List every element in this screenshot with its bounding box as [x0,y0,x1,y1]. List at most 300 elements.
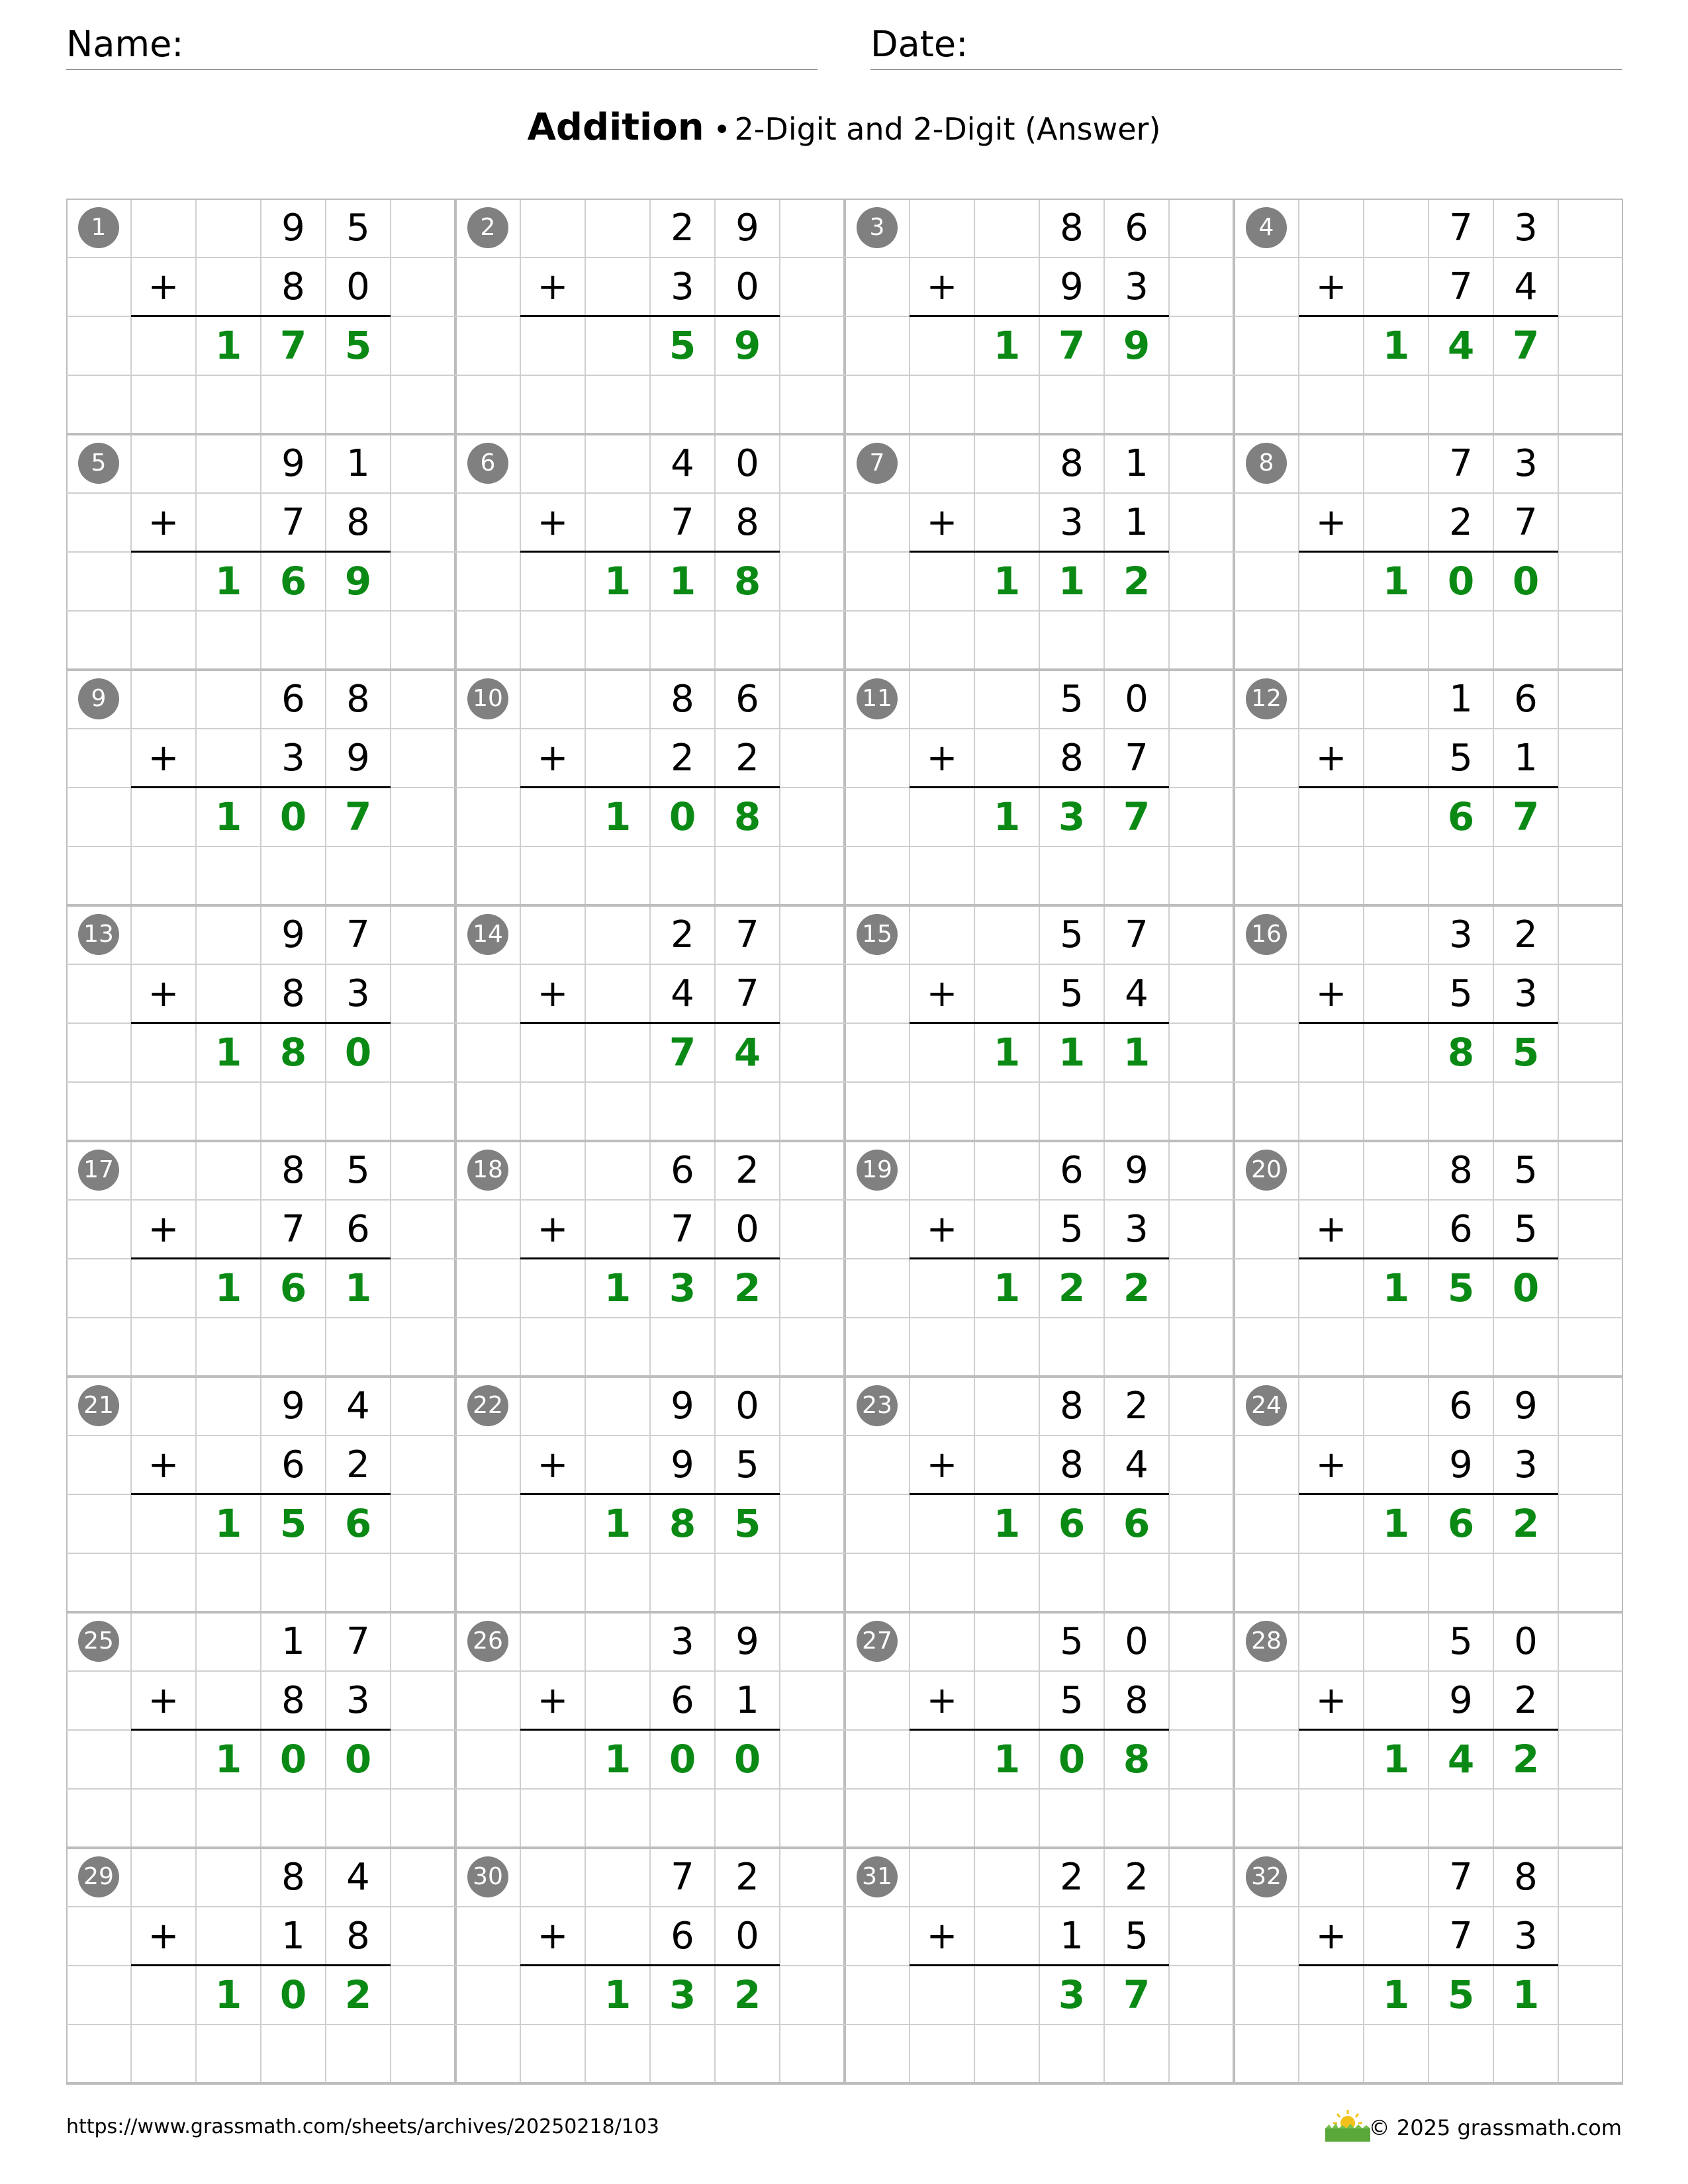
plus-sign: + [537,265,569,308]
addend-digit: 5 [1060,913,1084,956]
answer-digit: 3 [1058,794,1086,839]
addend-digit: 4 [1125,1443,1149,1486]
addend-digit: 9 [671,1385,694,1428]
problem-number-badge: 11 [857,678,898,719]
answer-digit: 2 [733,1265,761,1310]
addend-digit: 4 [1125,972,1149,1015]
addend-digit: 6 [1060,1149,1084,1192]
addend-digit: 2 [1514,1679,1538,1722]
answer-digit: 9 [733,323,761,368]
answer-digit: 7 [1512,794,1540,839]
plus-sign: + [926,1443,958,1486]
plus-sign: + [1315,1208,1347,1251]
problem-number-badge: 7 [857,443,898,484]
addend-digit: 0 [346,265,370,308]
problem-number-badge: 4 [1246,207,1287,248]
plus-sign: + [537,1208,569,1251]
answer-digit: 0 [344,1737,372,1782]
answer-digit: 7 [1058,323,1086,368]
addend-digit: 0 [735,1385,759,1428]
addend-digit: 8 [1060,442,1084,485]
answer-digit: 0 [1447,559,1475,604]
answer-digit: 1 [214,1030,242,1075]
addend-digit: 9 [1060,265,1084,308]
addend-digit: 9 [281,1385,305,1428]
problem-number-badge: 5 [78,443,119,484]
addend-digit: 6 [671,1915,694,1958]
answer-digit: 1 [604,1972,632,2017]
addend-digit: 4 [671,972,694,1015]
plus-sign: + [1315,972,1347,1015]
addend-digit: 0 [735,1208,759,1251]
sum-rule [910,786,1169,788]
addend-digit: 7 [671,1208,694,1251]
sum-rule [910,1964,1169,1966]
addend-digit: 5 [1060,1620,1084,1663]
addend-digit: 7 [735,972,759,1015]
addend-digit: 8 [346,678,370,721]
addend-digit: 6 [1514,678,1538,721]
name-field[interactable] [66,20,818,70]
answer-digit: 5 [344,323,372,368]
sum-rule [910,1729,1169,1731]
plus-sign: + [926,1208,958,1251]
addend-digit: 3 [1449,913,1473,956]
answer-digit: 1 [993,1737,1021,1782]
answer-digit: 1 [993,1030,1021,1075]
answer-digit: 5 [1447,1265,1475,1310]
addend-digit: 0 [1514,1620,1538,1663]
sum-rule [1299,1022,1558,1024]
title-subtitle: 2-Digit and 2-Digit (Answer) [734,111,1161,147]
addend-digit: 1 [1125,442,1149,485]
answer-digit: 1 [214,1737,242,1782]
addend-digit: 2 [671,913,694,956]
answer-digit: 6 [1447,1501,1475,1546]
answer-digit: 6 [279,559,307,604]
addend-digit: 5 [1060,1208,1084,1251]
addend-digit: 7 [281,1208,305,1251]
answer-digit: 1 [604,1265,632,1310]
answer-digit: 1 [993,1265,1021,1310]
problem-number-badge: 9 [78,678,119,719]
problem-number-badge: 23 [857,1385,898,1426]
addend-digit: 8 [1060,737,1084,780]
sum-rule [910,315,1169,317]
addend-digit: 5 [1449,1620,1473,1663]
addend-digit: 6 [671,1149,694,1192]
worksheet-title [0,106,1688,149]
sum-rule [910,551,1169,553]
addend-digit: 5 [346,206,370,250]
plus-sign: + [1315,1915,1347,1958]
answer-digit: 1 [993,794,1021,839]
problem-number-badge: 21 [78,1385,119,1426]
answer-digit: 8 [1447,1030,1475,1075]
addend-digit: 4 [671,442,694,485]
addend-digit: 7 [1449,1915,1473,1958]
addend-digit: 9 [281,206,305,250]
addend-digit: 7 [1449,265,1473,308]
answer-digit: 8 [1123,1737,1150,1782]
grass-sun-logo-icon [1323,2109,1373,2143]
answer-digit: 5 [1512,1030,1540,1075]
answer-digit: 1 [1382,1972,1410,2017]
addend-digit: 4 [1514,265,1538,308]
answer-digit: 1 [604,1737,632,1782]
addend-digit: 3 [1514,1443,1538,1486]
problem-number-badge: 27 [857,1621,898,1662]
answer-digit: 7 [1123,1972,1150,2017]
sum-rule [131,1964,391,1966]
answer-digit: 1 [1382,559,1410,604]
problem-number-badge: 31 [857,1856,898,1897]
addend-digit: 8 [1125,1679,1149,1722]
addend-digit: 2 [671,737,694,780]
plus-sign: + [1315,737,1347,780]
sum-rule [1299,1729,1558,1731]
answer-digit: 1 [214,794,242,839]
answer-digit: 1 [1382,1501,1410,1546]
name-label: Name: [66,23,184,65]
addend-digit: 6 [281,1443,305,1486]
addend-digit: 9 [735,1620,759,1663]
answer-digit: 6 [1123,1501,1150,1546]
addend-digit: 7 [671,501,694,544]
answer-digit: 5 [733,1501,761,1546]
answer-digit: 5 [669,323,696,368]
plus-sign: + [537,1915,569,1958]
answer-digit: 2 [1512,1501,1540,1546]
addend-digit: 3 [1060,501,1084,544]
answer-digit: 0 [279,1972,307,2017]
addend-digit: 7 [281,501,305,544]
addend-digit: 2 [1514,913,1538,956]
problem-number-badge: 6 [467,443,508,484]
addend-digit: 2 [1060,1856,1084,1899]
footer-url: https://www.grassmath.com/sheets/archives/20250218/103 [66,2115,660,2138]
plus-sign: + [148,501,179,544]
plus-sign: + [1315,265,1347,308]
answer-digit: 0 [1058,1737,1086,1782]
answer-digit: 2 [1058,1265,1086,1310]
sum-rule [131,315,391,317]
addend-digit: 8 [735,501,759,544]
addend-digit: 1 [281,1915,305,1958]
problem-number-badge: 15 [857,914,898,955]
addend-digit: 6 [735,678,759,721]
sum-rule [1299,1964,1558,1966]
addend-digit: 4 [346,1856,370,1899]
addend-digit: 7 [671,1856,694,1899]
sum-rule [1299,786,1558,788]
plus-sign: + [148,972,179,1015]
plus-sign: + [1315,1679,1347,1722]
addend-digit: 7 [735,913,759,956]
sum-rule [131,1729,391,1731]
plus-sign: + [1315,1443,1347,1486]
answer-digit: 0 [1512,1265,1540,1310]
answer-digit: 2 [1123,1265,1150,1310]
addend-digit: 2 [671,206,694,250]
sum-rule [131,1493,391,1495]
answer-digit: 1 [1382,323,1410,368]
plus-sign: + [537,737,569,780]
addend-digit: 3 [1514,206,1538,250]
sum-rule [131,551,391,553]
answer-digit: 7 [279,323,307,368]
addend-digit: 6 [1449,1385,1473,1428]
addend-digit: 3 [671,1620,694,1663]
addend-digit: 5 [735,1443,759,1486]
answer-digit: 2 [733,1972,761,2017]
answer-digit: 7 [344,794,372,839]
addend-digit: 1 [346,442,370,485]
answer-digit: 1 [1512,1972,1540,2017]
problem-number-badge: 25 [78,1621,119,1662]
addend-digit: 0 [1125,1620,1149,1663]
sum-rule [1299,1257,1558,1259]
plus-sign: + [148,737,179,780]
problem-number-badge: 16 [1246,914,1287,955]
answer-digit: 0 [279,794,307,839]
answer-digit: 0 [279,1737,307,1782]
problem-number-badge: 24 [1246,1385,1287,1426]
answer-digit: 0 [669,1737,696,1782]
addend-digit: 7 [1449,442,1473,485]
addend-digit: 1 [1125,501,1149,544]
sum-rule [1299,551,1558,553]
addend-digit: 7 [346,913,370,956]
sum-rule [520,1257,780,1259]
addend-digit: 7 [1125,737,1149,780]
answer-digit: 3 [669,1265,696,1310]
answer-digit: 7 [1123,794,1150,839]
problem-number-badge: 26 [467,1621,508,1662]
plus-sign: + [926,1679,958,1722]
addend-digit: 7 [346,1620,370,1663]
addend-digit: 0 [735,265,759,308]
problem-grid [66,199,1623,2089]
sum-rule [910,1493,1169,1495]
addend-digit: 6 [671,1679,694,1722]
addend-digit: 5 [1449,972,1473,1015]
answer-digit: 7 [669,1030,696,1075]
addend-digit: 0 [1125,678,1149,721]
addend-digit: 1 [281,1620,305,1663]
answer-digit: 1 [993,323,1021,368]
problem-number-badge: 8 [1246,443,1287,484]
addend-digit: 5 [1060,1679,1084,1722]
sum-rule [1299,315,1558,317]
addend-digit: 9 [281,442,305,485]
title-separator: • [713,113,731,147]
addend-digit: 7 [1125,913,1149,956]
addend-digit: 9 [735,206,759,250]
problem-number-badge: 32 [1246,1856,1287,1897]
answer-digit: 1 [214,1972,242,2017]
answer-digit: 2 [344,1972,372,2017]
answer-digit: 5 [1447,1972,1475,2017]
addend-digit: 6 [1449,1208,1473,1251]
answer-digit: 0 [669,794,696,839]
addend-digit: 3 [1514,1915,1538,1958]
problem-number-badge: 30 [467,1856,508,1897]
answer-digit: 1 [669,559,696,604]
addend-digit: 2 [1125,1856,1149,1899]
addend-digit: 9 [1514,1385,1538,1428]
addend-digit: 8 [1060,1385,1084,1428]
addend-digit: 6 [1125,206,1149,250]
addend-digit: 6 [346,1208,370,1251]
plus-sign: + [148,1443,179,1486]
sum-rule [131,1022,391,1024]
addend-digit: 8 [346,1915,370,1958]
addend-digit: 9 [1125,1149,1149,1192]
addend-digit: 8 [281,1149,305,1192]
answer-digit: 1 [214,1501,242,1546]
addend-digit: 0 [735,1915,759,1958]
addend-digit: 8 [1060,206,1084,250]
addend-digit: 5 [1125,1915,1149,1958]
plus-sign: + [148,1208,179,1251]
answer-digit: 8 [733,794,761,839]
addend-digit: 8 [281,1856,305,1899]
addend-digit: 9 [1449,1443,1473,1486]
answer-digit: 1 [344,1265,372,1310]
problem-number-badge: 12 [1246,678,1287,719]
sum-rule [520,1964,780,1966]
addend-digit: 5 [346,1149,370,1192]
answer-digit: 1 [1382,1737,1410,1782]
problem-number-badge: 2 [467,207,508,248]
addend-digit: 3 [1125,1208,1149,1251]
addend-digit: 9 [671,1443,694,1486]
addend-digit: 1 [735,1679,759,1722]
problem-number-badge: 19 [857,1150,898,1191]
problem-number-badge: 1 [78,207,119,248]
answer-digit: 1 [1058,1030,1086,1075]
addend-digit: 8 [1449,1149,1473,1192]
problem-number-badge: 13 [78,914,119,955]
addend-digit: 5 [1514,1149,1538,1192]
plus-sign: + [537,501,569,544]
addend-digit: 3 [671,265,694,308]
answer-digit: 6 [344,1501,372,1546]
addend-digit: 7 [1449,1856,1473,1899]
answer-digit: 6 [1447,794,1475,839]
plus-sign: + [148,1915,179,1958]
answer-digit: 4 [733,1030,761,1075]
addend-digit: 3 [1125,265,1149,308]
problem-number-badge: 17 [78,1150,119,1191]
addend-digit: 4 [346,1385,370,1428]
date-field[interactable] [870,20,1622,70]
answer-digit: 2 [1512,1737,1540,1782]
problem-number-badge: 14 [467,914,508,955]
plus-sign: + [926,265,958,308]
date-label: Date: [870,23,968,65]
answer-digit: 1 [604,794,632,839]
problem-number-badge: 22 [467,1385,508,1426]
answer-digit: 4 [1447,1737,1475,1782]
plus-sign: + [537,972,569,1015]
answer-digit: 1 [214,1265,242,1310]
answer-digit: 6 [279,1265,307,1310]
footer-copyright: © 2025 grassmath.com [1368,2115,1622,2140]
addend-digit: 3 [346,972,370,1015]
addend-digit: 5 [1060,972,1084,1015]
plus-sign: + [148,265,179,308]
answer-digit: 9 [1123,323,1150,368]
sum-rule [131,786,391,788]
addend-digit: 7 [1449,206,1473,250]
problem-number-badge: 29 [78,1856,119,1897]
addend-digit: 2 [1125,1385,1149,1428]
addend-digit: 2 [1449,501,1473,544]
answer-digit: 8 [733,559,761,604]
problem-number-badge: 3 [857,207,898,248]
problem-number-badge: 10 [467,678,508,719]
answer-digit: 1 [1058,559,1086,604]
sum-rule [910,1022,1169,1024]
sum-rule [520,786,780,788]
addend-digit: 8 [1514,1856,1538,1899]
addend-digit: 1 [1060,1915,1084,1958]
addend-digit: 7 [1514,501,1538,544]
answer-digit: 7 [1512,323,1540,368]
answer-digit: 6 [1058,1501,1086,1546]
answer-digit: 1 [993,1501,1021,1546]
answer-digit: 2 [1123,559,1150,604]
plus-sign: + [926,972,958,1015]
addend-digit: 9 [281,913,305,956]
answer-digit: 1 [993,559,1021,604]
answer-digit: 3 [1058,1972,1086,2017]
plus-sign: + [926,1915,958,1958]
sum-rule [520,551,780,553]
sum-rule [1299,1493,1558,1495]
answer-digit: 8 [669,1501,696,1546]
addend-digit: 9 [346,737,370,780]
answer-digit: 1 [604,559,632,604]
answer-digit: 0 [1512,559,1540,604]
plus-sign: + [148,1679,179,1722]
addend-digit: 6 [281,678,305,721]
addend-digit: 2 [735,1856,759,1899]
problem-number-badge: 28 [1246,1621,1287,1662]
answer-digit: 5 [279,1501,307,1546]
answer-digit: 1 [214,559,242,604]
title-main: Addition [527,106,704,149]
plus-sign: + [537,1679,569,1722]
answer-digit: 8 [279,1030,307,1075]
answer-digit: 9 [344,559,372,604]
answer-digit: 1 [1382,1265,1410,1310]
addend-digit: 8 [346,501,370,544]
addend-digit: 5 [1449,737,1473,780]
problem-number-badge: 20 [1246,1150,1287,1191]
addend-digit: 2 [735,1149,759,1192]
addend-digit: 0 [735,442,759,485]
plus-sign: + [926,737,958,780]
answer-digit: 0 [733,1737,761,1782]
addend-digit: 8 [281,1679,305,1722]
addend-digit: 2 [735,737,759,780]
answer-digit: 1 [604,1501,632,1546]
answer-digit: 1 [1123,1030,1150,1075]
addend-digit: 3 [281,737,305,780]
